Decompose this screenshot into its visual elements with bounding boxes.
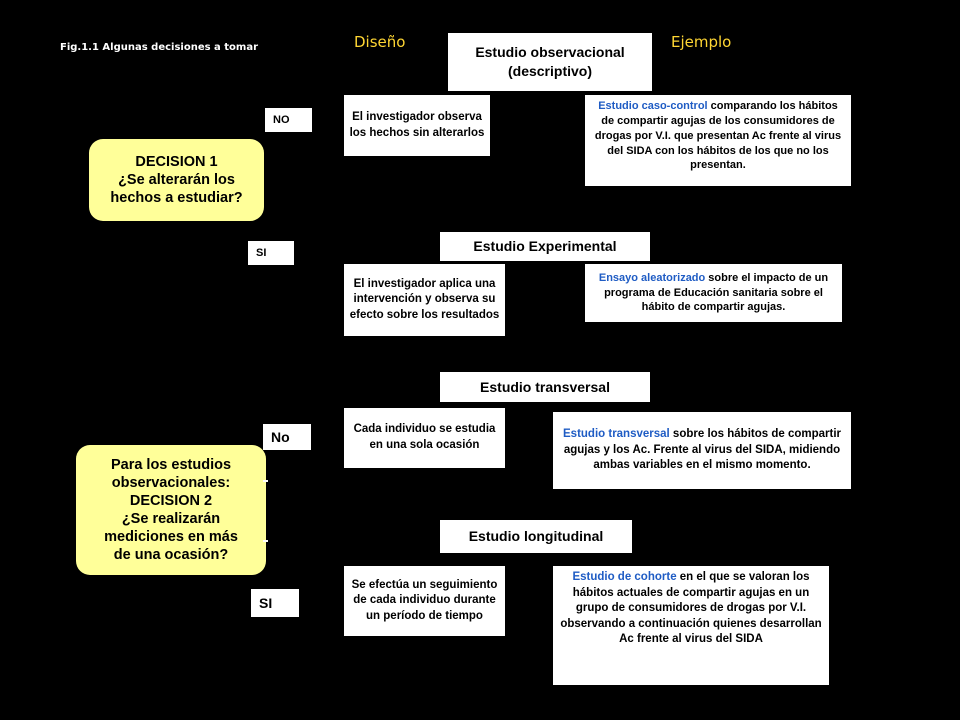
example-text: comparando los hábitos de compartir agujas de los consumidores de drogas por V.I. que presentan Ac frente al virus del SIDA con los hábitos de los que no los presentan. bbox=[594, 100, 842, 172]
example-longitudinal bbox=[553, 566, 829, 685]
example-highlight: Ensayo aleatorizado bbox=[598, 271, 706, 284]
title-experimental-study bbox=[440, 232, 650, 261]
example-experimental bbox=[585, 264, 842, 322]
figure-caption: Fig.1.1 Algunas decisiones a tomar bbox=[60, 42, 259, 53]
example-text: sobre el impacto de un programa de Educación sanitaria sobre el hábito de compartir agujas. bbox=[604, 271, 829, 314]
connector-tick bbox=[263, 540, 268, 542]
title-line: Estudio Experimental bbox=[473, 238, 617, 255]
decision-2-line: de una ocasión? bbox=[113, 547, 229, 564]
decision-1-line: DECISION 1 bbox=[135, 153, 218, 170]
decision-2-line: Para los estudios bbox=[110, 456, 232, 473]
design-observational: El investigador observa los hechos sin alterarlos bbox=[344, 95, 490, 156]
decision-2-line: DECISION 2 bbox=[129, 492, 213, 509]
example-highlight: Estudio de cohorte bbox=[572, 571, 677, 583]
decision-1-box bbox=[89, 139, 264, 221]
design-experimental: El investigador aplica una intervención y observa su efecto sobre los resultados bbox=[344, 264, 505, 336]
example-observational bbox=[585, 95, 851, 186]
example-transversal bbox=[553, 412, 851, 489]
label-si-decision-1: SI bbox=[248, 241, 294, 265]
decision-2-line: observacionales: bbox=[111, 474, 231, 491]
title-transversal-study bbox=[440, 372, 650, 402]
decision-2-line: ¿Se realizarán bbox=[121, 511, 221, 527]
design-column-header: Diseño bbox=[354, 33, 406, 51]
example-highlight: Estudio transversal bbox=[563, 428, 670, 441]
label-no-decision-1: NO bbox=[265, 108, 312, 132]
example-column-header: Ejemplo bbox=[671, 33, 732, 51]
example-highlight: Estudio caso-control bbox=[598, 100, 708, 112]
example-text: en el que se valoran los hábitos actuales de compartir agujas en un grupo de consumidores de drogas por V.I. observando a continuación quienes desarrollan Ac frente al virus del SIDA bbox=[560, 571, 822, 646]
title-line: Estudio observacional bbox=[475, 44, 625, 61]
example-text: sobre los hábitos de compartir agujas y los Ac. Frente al virus del SIDA, midiendo ambas variables en el mismo momento. bbox=[563, 428, 841, 472]
decision-1-line: ¿Se alterarán los bbox=[118, 171, 235, 188]
decision-1-line: hechos a estudiar? bbox=[110, 190, 243, 207]
connector-tick bbox=[263, 480, 268, 482]
decision-2-box bbox=[76, 445, 266, 575]
design-longitudinal: Se efectúa un seguimiento de cada individuo durante un período de tiempo bbox=[344, 566, 505, 636]
title-line: Estudio transversal bbox=[480, 378, 610, 395]
label-no-decision-2: No bbox=[263, 424, 311, 450]
decision-2-line: mediciones en más bbox=[104, 529, 238, 546]
title-line: Estudio longitudinal bbox=[468, 528, 604, 545]
design-transversal: Cada individuo se estudia en una sola ocasión bbox=[344, 408, 505, 468]
title-line: (descriptivo) bbox=[507, 63, 592, 79]
label-si-decision-2: SI bbox=[251, 589, 299, 617]
title-longitudinal-study bbox=[440, 520, 632, 553]
title-observational-study bbox=[448, 33, 652, 91]
